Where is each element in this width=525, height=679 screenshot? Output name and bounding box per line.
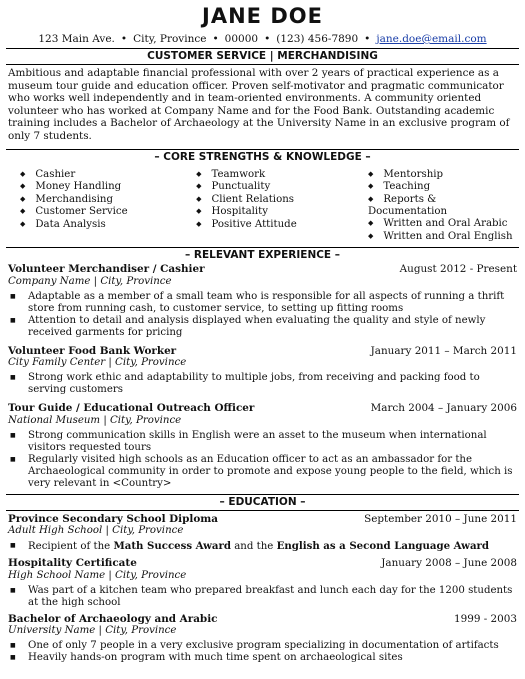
strength-item: ◆ Written and Oral English [368, 231, 515, 244]
phone: (123) 456-7890 [276, 33, 359, 45]
job-bullet: ■ Adaptable as a member of a small team who is responsible for all aspects of running a thrift store from running cash, to customer service, to setting up fitting rooms [8, 291, 517, 315]
strength-item: ◆ Positive Attitude [196, 219, 368, 232]
award-name: English as a Second Language Award [276, 540, 490, 553]
job-bullet: ■ Regularly visited high schools as an Education officer to act as an ambassador for the Archaeological community in order to promote and expose young people to the field, which is very relevant in <Country> [8, 454, 517, 490]
postal-code: 00000 [224, 33, 259, 45]
education-title: Bachelor of Archaeology and Arabic [8, 612, 218, 625]
strength-item: ◆ Merchandising [20, 194, 186, 207]
email-link[interactable]: jane.doe@email.com [376, 33, 487, 45]
experience-entry [8, 263, 517, 339]
summary-paragraph: Ambitious and adaptable financial professional with over 2 years of practical experience as a museum tour guide and education officer. Proven self-motivator and pragmatic communicator who works well independently and in team-oriented environments. A community oriented volunteer who has worked at Company Name and for the Food Bank. Outstanding academic training includes a Bachelor of Archaeology at the University Name in an exclusive program of only 7 students. [8, 67, 510, 142]
strength-item: ◆ Client Relations [196, 194, 368, 207]
job-organization: Company Name | City, Province [8, 275, 172, 287]
education-bullets [8, 585, 517, 609]
strengths-list [10, 169, 515, 244]
education-institution: University Name | City, Province [8, 625, 177, 637]
education-dates: 1999 - 2003 [453, 612, 517, 625]
education-heading: – EDUCATION – [219, 495, 306, 508]
education-institution: Adult High School | City, Province [8, 525, 184, 537]
strength-item: ◆ Cashier [20, 169, 186, 182]
education-title: Province Secondary School Diploma [8, 512, 219, 525]
strengths-heading: – CORE STRENGTHS & KNOWLEDGE – [154, 150, 371, 163]
headline-bottom-rule [6, 64, 519, 65]
job-bullet: ■ Strong work ethic and adaptability to multiple jobs, from receiving and packing food to serving customers [8, 372, 517, 396]
award-name: Math Success Award [113, 540, 231, 553]
headline: CUSTOMER SERVICE | MERCHANDISING [147, 50, 378, 62]
experience-entry [8, 402, 517, 490]
experience-entry [8, 345, 517, 397]
job-title: Tour Guide / Educational Outreach Officer [8, 402, 255, 415]
strength-item: ◆ Mentorship [368, 169, 515, 182]
job-dates: January 2011 – March 2011 [370, 344, 517, 357]
strength-item: ◆ Written and Oral Arabic [368, 218, 515, 231]
strength-item: ◆ Data Analysis [20, 219, 186, 232]
education-bullet: ■ One of only 7 people in a very exclusive program specializing in documentation of artifacts [8, 640, 517, 652]
education-bullet: ■ Heavily hands-on program with much time spent on archaeological sites [8, 652, 517, 664]
education-entry [8, 557, 517, 609]
city: City, Province [133, 33, 207, 45]
strength-item: ◆ Punctuality [196, 181, 368, 194]
job-organization: National Museum | City, Province [8, 414, 182, 426]
strength-item: ◆ Teamwork [196, 169, 368, 182]
job-bullets [8, 372, 517, 396]
job-bullet: ■ Strong communication skills in English were an asset to the museum when international visitors requested tours [8, 430, 517, 454]
strength-item: ◆ Reports & Documentation [368, 194, 515, 218]
experience-heading: – RELEVANT EXPERIENCE – [184, 249, 341, 262]
address: 123 Main Ave. [38, 33, 115, 45]
education-dates: September 2010 – June 2011 [364, 512, 517, 525]
strength-item: ◆ Money Handling [20, 181, 186, 194]
job-organization: City Family Center | City, Province [8, 357, 187, 369]
job-bullet: ■ Attention to detail and analysis displayed when evaluating the quality and style of newly received garments for pricing [8, 315, 517, 339]
strengths-column-3 [368, 169, 515, 244]
strengths-column-2 [186, 169, 368, 244]
education-bullet: ■ Recipient of the Math Success Award and the English as a Second Language Award [8, 540, 517, 553]
education-bullet: ■ Was part of a kitchen team who prepared breakfast and lunch each day for the 1200 students at the high school [8, 585, 517, 609]
candidate-name: JANE DOE [202, 4, 323, 28]
strength-item: ◆ Teaching [368, 181, 515, 194]
job-dates: March 2004 – January 2006 [370, 402, 517, 415]
job-bullets [8, 430, 517, 490]
strength-item: ◆ Hospitality [196, 206, 368, 219]
education-bullets [8, 640, 517, 664]
education-institution: High School Name | City, Province [8, 569, 187, 581]
education-bottom-rule [6, 510, 519, 511]
job-title: Volunteer Food Bank Worker [8, 344, 177, 357]
education-entry [8, 613, 517, 665]
job-title: Volunteer Merchandiser / Cashier [8, 263, 205, 276]
strengths-column-1 [10, 169, 186, 244]
education-bullets [8, 540, 517, 553]
job-bullets [8, 291, 517, 339]
job-dates: August 2012 - Present [399, 263, 517, 276]
contact-line: 123 Main Ave. • City, Province • 00000 • (123) 456-7890 • jane.doe@email.com [38, 33, 487, 45]
education-title: Hospitality Certificate [8, 557, 137, 570]
education-dates: January 2008 – June 2008 [381, 557, 517, 570]
education-entry [8, 513, 517, 554]
strength-item: ◆ Customer Service [20, 206, 186, 219]
